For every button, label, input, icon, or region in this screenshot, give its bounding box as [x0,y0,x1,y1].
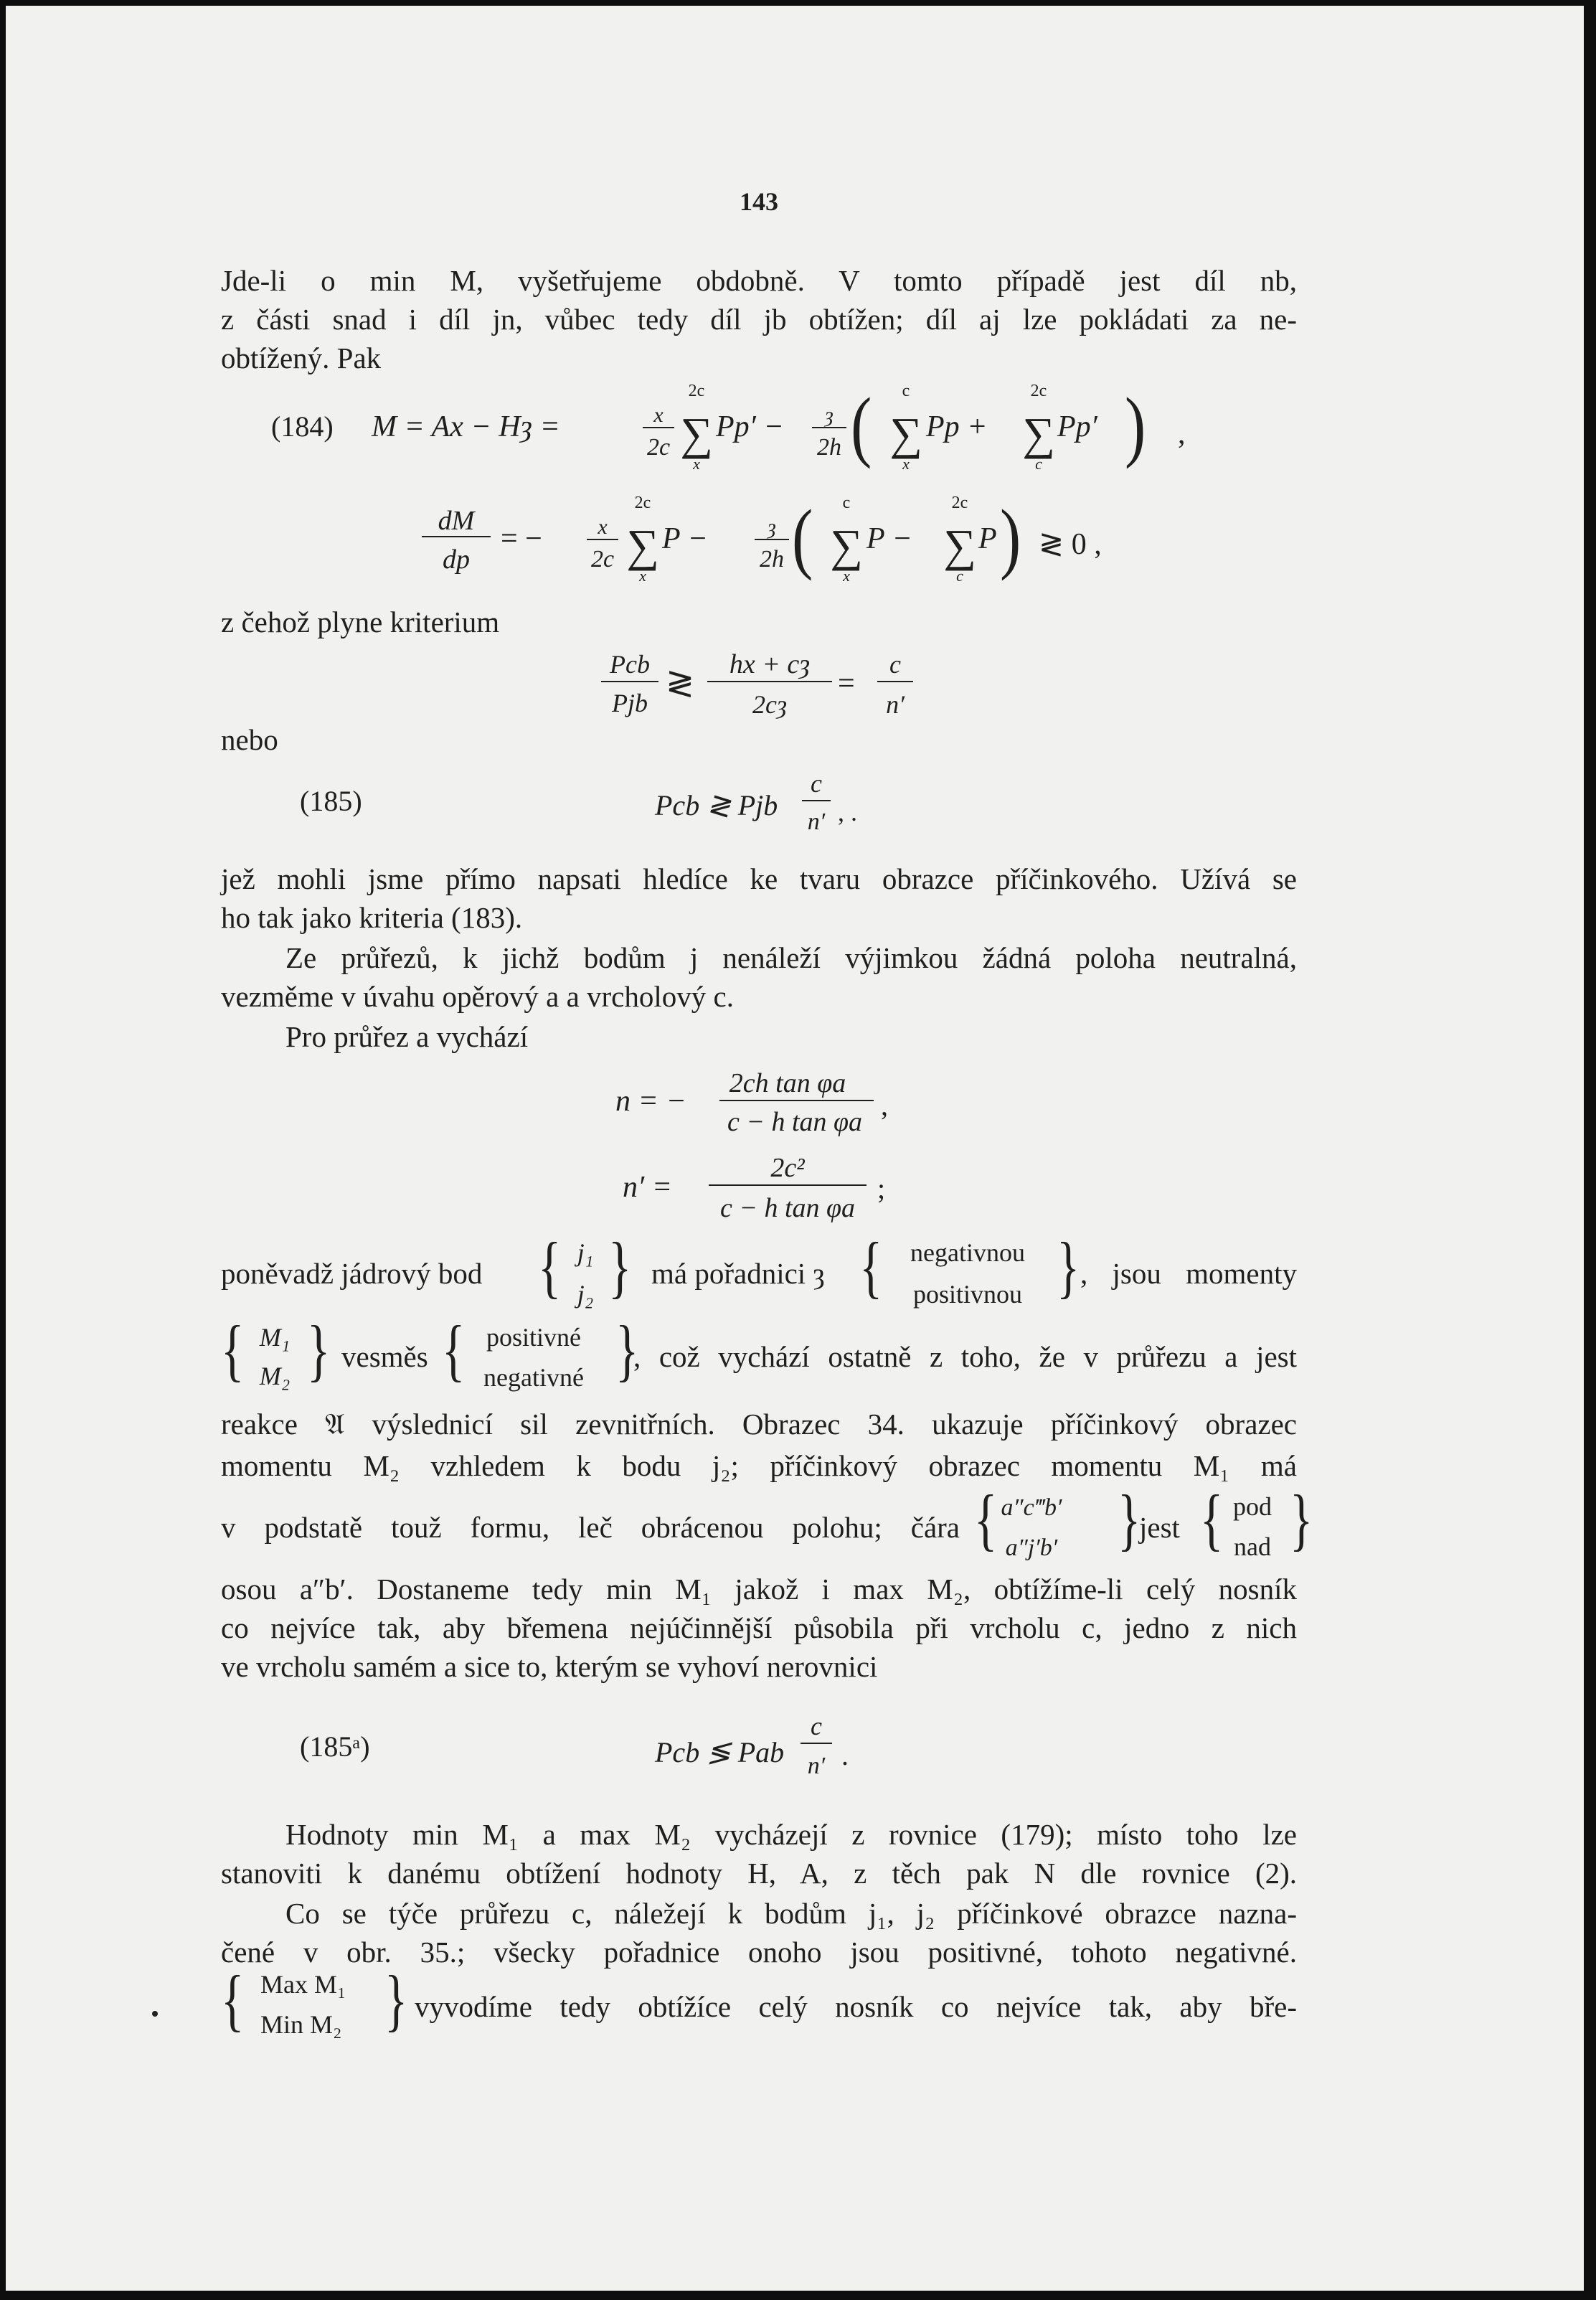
svg-text:negativnou: negativnou [910,1238,1025,1267]
paragraph-line: reakce 𝔄 výslednicí sil zevnitřních. Obrazec 34. ukazuje příčinkový obrazec [221,1408,1297,1441]
svg-text:2c: 2c [590,546,615,572]
svg-text:x: x [653,403,664,427]
svg-text:pod: pod [1233,1492,1272,1521]
svg-text:c: c [811,769,822,798]
svg-text:}: } [384,1961,408,2038]
svg-text:x: x [693,455,700,473]
paragraph-line: má pořadnici ȝ [651,1257,825,1290]
svg-text:ȝ: ȝ [768,515,776,539]
svg-text:j₂: j₂ [577,1280,594,1309]
svg-text:}: } [608,1228,632,1305]
paragraph-line: momentu M₂ vzhledem k bodu j₂; příčinkový obrazec momentu M₁ má [221,1449,1297,1482]
svg-text:≷ 0 ,: ≷ 0 , [1039,528,1102,561]
svg-text:,: , [881,1089,888,1121]
svg-text:positivnou: positivnou [912,1280,1023,1309]
paragraph-line: vezměme v úvahu opěrový a a vrcholový c. [221,980,734,1013]
paragraph-line: osou a″b′. Dostaneme tedy min M₁ jakož i max M₂, obtížíme-li celý nosník [221,1573,1297,1606]
svg-text:a″j′b′: a″j′b′ [1005,1535,1058,1561]
svg-text:n′: n′ [807,809,826,835]
paragraph-line: jest [1139,1511,1180,1544]
svg-text:negativné: negativné [483,1363,584,1392]
paragraph-line: poněvadž jádrový bod [221,1257,483,1290]
svg-text:): ) [1125,381,1146,470]
svg-text:2c: 2c [634,494,651,512]
svg-text:M₂: M₂ [259,1362,291,1390]
paragraph-line: Co se týče průřezu c, náležejí k bodům j₁, j₂ příčinkové obrazce nazna- [285,1897,1297,1930]
svg-text:(: ( [792,493,813,582]
svg-text:,: , [1178,418,1186,451]
svg-text:2c: 2c [646,434,671,461]
svg-text:P −: P − [662,522,708,555]
svg-text:(185): (185) [300,785,362,817]
paragraph-line: z čehož plyne kriterium [221,605,500,638]
svg-text:c − h tan φa: c − h tan φa [719,1193,856,1223]
svg-text:}: } [1057,1228,1080,1305]
svg-text:P: P [978,522,997,555]
paragraph-line: nebo [221,723,278,756]
svg-text:n′ =: n′ = [623,1171,673,1204]
svg-text:x: x [639,567,646,585]
svg-text:∑: ∑ [830,520,863,571]
svg-text:c: c [811,1712,822,1740]
equation-lhs: M = Ax − Hȝ = [372,410,560,443]
svg-text:;: ; [877,1172,886,1205]
paragraph-line: stanoviti k danému obtížení hodnoty H, A, z těch pak N dle rovnice (2). [221,1857,1297,1890]
svg-text:{: { [859,1228,883,1305]
svg-text:Pp′ −: Pp′ − [716,410,784,443]
paragraph-line: z části snad i díl jn, vůbec tedy díl jb obtížen; díl aj lze pokládati za ne- [221,303,1297,336]
svg-text:=: = [838,667,855,700]
svg-text:x: x [902,455,910,473]
svg-text:2c²: 2c² [770,1153,805,1183]
svg-text:{: { [974,1481,998,1557]
svg-text:): ) [1000,493,1021,582]
svg-text:∑: ∑ [626,520,659,571]
svg-text:Pcb ≷ Pjb: Pcb ≷ Pjb [655,789,778,821]
svg-text:≷: ≷ [666,664,695,702]
svg-text:a″c‴b′: a″c‴b′ [1001,1494,1062,1521]
svg-text:2c: 2c [688,382,705,400]
svg-text:dM: dM [438,506,475,536]
svg-text:c − h tan φa: c − h tan φa [727,1107,863,1137]
paragraph-line: Ze průřezů, k jichž bodům j nenáleží výjimkou žádná poloha neutralná, [285,941,1297,974]
svg-text:(: ( [851,381,872,470]
svg-text:2cȝ: 2cȝ [752,690,788,719]
paragraph-line: Pro průřez a vychází [285,1020,529,1053]
paragraph-line: vesměs [341,1340,428,1373]
svg-text:}: } [1118,1481,1141,1557]
svg-text:}: } [1290,1481,1313,1557]
svg-text:{: { [442,1311,466,1388]
svg-text:Pcb ≶ Pab: Pcb ≶ Pab [655,1736,785,1768]
paragraph-line: Hodnoty min M₁ a max M₂ vycházejí z rovnice (179); místo toho lze [285,1818,1297,1851]
svg-text:dp: dp [443,545,470,575]
book-page [6,6,1584,2291]
svg-text:}: } [307,1311,331,1388]
margin-dot [152,2011,158,2017]
svg-text:Pjb: Pjb [612,689,648,717]
svg-text:= −: = − [501,522,542,555]
max-min-brace [6,6,1584,2086]
paragraph-line: , což vychází ostatně z toho, že v průřezu a jest [633,1340,1297,1373]
svg-text:∑: ∑ [680,408,713,459]
svg-text:M₁: M₁ [259,1323,291,1352]
svg-text:x: x [598,515,608,539]
paragraph-line: co nejvíce tak, aby břemena nejúčinnější působila při vrcholu c, jedno z nich [221,1611,1297,1644]
svg-text:Pp +: Pp + [926,410,988,443]
svg-text:Pp′: Pp′ [1057,410,1097,443]
svg-text:2ch tan φa: 2ch tan φa [729,1068,846,1098]
paragraph-line: Jde-li o min M, vyšetřujeme obdobně. V tomto případě jest díl nb, [221,264,1297,297]
paragraph-line: obtížený. Pak [221,341,382,374]
svg-text:∑: ∑ [1022,408,1055,459]
equation-label: (184) [271,410,334,443]
page-number: 143 [740,187,778,216]
paragraph-line: jež mohli jsme přímo napsati hledíce ke tvaru obrazce příčinkového. Užívá se [221,862,1297,895]
paragraph-line: v podstatě touž formu, leč obrácenou polohu; čára [221,1511,960,1544]
svg-text:2c: 2c [951,494,968,512]
svg-text:Pcb: Pcb [610,650,650,679]
svg-text:∑: ∑ [889,408,922,459]
paragraph-line: čené v obr. 35.; všecky pořadnice onoho jsou positivné, tohoto negativné. [221,1936,1297,1969]
paragraph-line: ho tak jako kriteria (183). [221,901,523,934]
svg-text:}: } [615,1311,639,1388]
svg-text:2h: 2h [760,546,784,572]
svg-text:c: c [842,494,851,512]
svg-text:{: { [538,1228,562,1305]
svg-text:{: { [1199,1481,1224,1557]
svg-text:c: c [902,382,910,400]
svg-text:.: . [841,1739,849,1771]
svg-text:Max M₁: Max M₁ [260,1970,346,1999]
svg-text:x: x [843,567,850,585]
paragraph-line: ve vrcholu samém a sice to, kterým se vyhoví nerovnici [221,1650,878,1683]
svg-text:c: c [889,650,901,679]
svg-text:2c: 2c [1030,382,1047,400]
svg-text:, .: , . [838,798,857,826]
svg-text:positivné: positivné [486,1323,581,1352]
svg-text:P −: P − [867,522,912,555]
svg-text:{: { [221,1961,245,2038]
svg-text:Min M₂: Min M₂ [260,2010,342,2039]
svg-text:2h: 2h [817,434,841,461]
svg-text:c: c [956,567,963,585]
svg-text:n′: n′ [886,690,905,719]
paragraph-line: , jsou momenty [1080,1257,1297,1290]
svg-text:{: { [221,1311,245,1388]
svg-text:n = −: n = − [615,1085,686,1118]
svg-text:nad: nad [1234,1532,1271,1561]
svg-text:(185ᵃ): (185ᵃ) [300,1730,370,1763]
svg-text:j₁: j₁ [577,1238,594,1267]
svg-text:∑: ∑ [943,520,976,571]
svg-text:ȝ: ȝ [825,403,834,427]
svg-text:c: c [1035,455,1042,473]
svg-text:hx + cȝ: hx + cȝ [729,649,811,679]
paragraph-line: vyvodíme tedy obtížíce celý nosník co nejvíce tak, aby bře- [415,1990,1297,2023]
svg-text:n′: n′ [807,1753,826,1779]
